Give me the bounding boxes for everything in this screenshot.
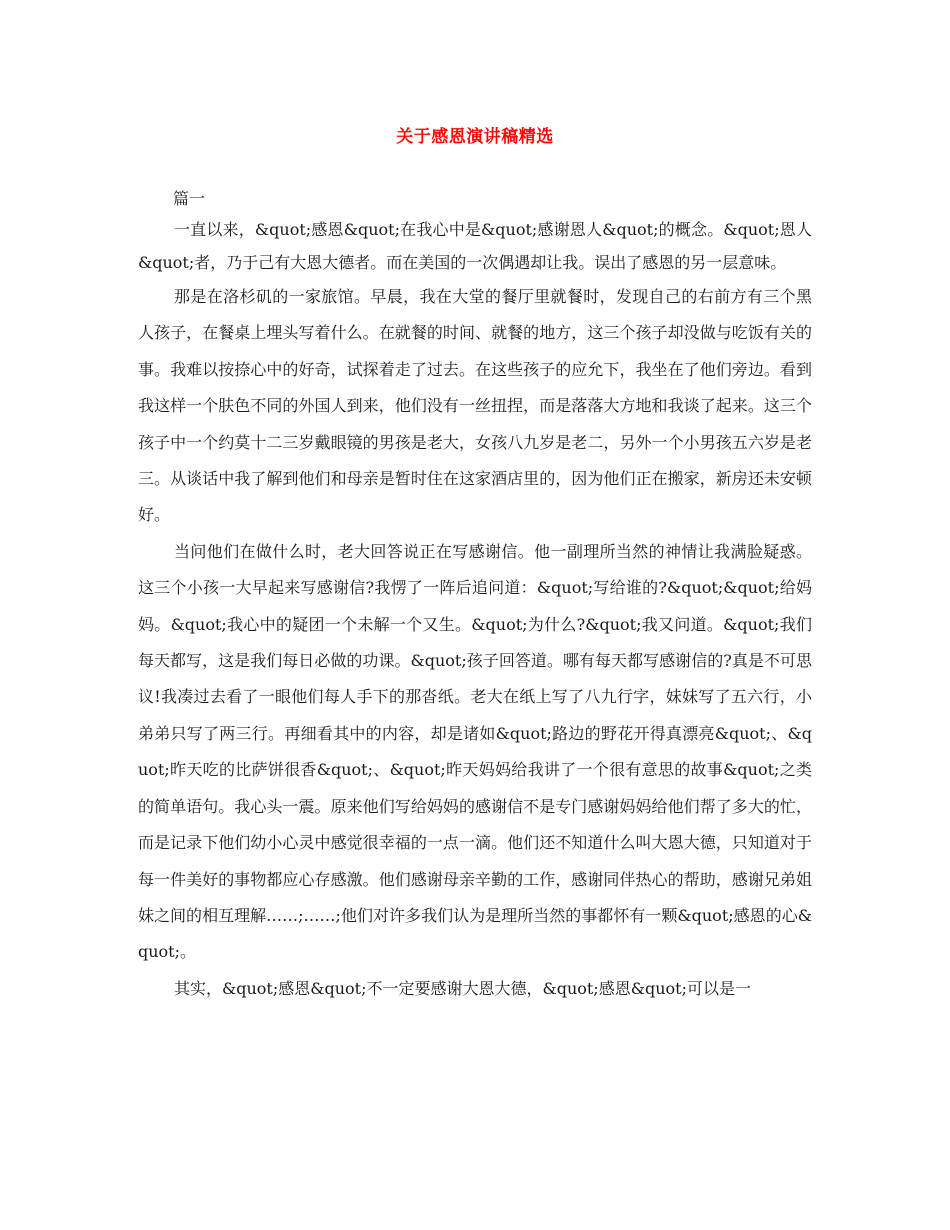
paragraph-2: 那是在洛杉矶的一家旅馆。早晨，我在大堂的餐厅里就餐时，发现自己的右前方有三个黑人孩子，在餐桌上埋头写着什么。在就餐的时间、就餐的地方，这三个孩子却没做与吃饭有关的事。我难以按捺心中的好奇，试探着走了过去。在这些孩子的应允下，我坐在了他们旁边。看到我这样一个肤色不同的外国人到来，他们没有一丝扭捏，而是落落大方地和我谈了起来。这三个孩子中一个约莫十二三岁戴眼镜的男孩是老大，女孩八九岁是老二，另外一个小男孩五六岁是老三。从谈话中我了解到他们和母亲是暂时住在这家酒店里的，因为他们正在搬家，新房还未安顿好。 [138,287,812,525]
document-title: 关于感恩演讲稿精选 [396,127,554,147]
paragraph-3: 当问他们在做什么时，老大回答说正在写感谢信。他一副理所当然的神情让我满脸疑惑。这三个小孩一大早起来写感谢信?我愣了一阵后追问道：&quot;写给谁的?&quot;&quot;给妈妈。&quot;我心中的疑团一个未解一个又生。&quot;为什么?&quot;我又问道。&quot;我们每天都写，这是我们每日必做的功课。&quot;孩子回答道。哪有每天都写感谢信的?真是不可思议!我凑过去看了一眼他们每人手下的那沓纸。老大在纸上写了八九行字，妹妹写了五六行，小弟弟只写了两三行。再细看其中的内容，却是诸如&quot;路边的野花开得真漂亮&quot;、&quot;昨天吃的比萨饼很香&quot;、&quot;昨天妈妈给我讲了一个很有意思的故事&quot;之类的简单语句。我心头一震。原来他们写给妈妈的感谢信不是专门感谢妈妈给他们帮了多大的忙，而是记录下他们幼小心灵中感觉很幸福的一点一滴。他们还不知道什么叫大恩大德，只知道对于每一件美好的事物都应心存感激。他们感谢母亲辛勤的工作，感谢同伴热心的帮助，感谢兄弟姐妹之间的相互理解……;……;他们对许多我们认为是理所当然的事都怀有一颗&quot;感恩的心&quot;。 [138,541,812,962]
section-label: 篇一 [173,189,206,208]
paragraph-1: 一直以来，&quot;感恩&quot;在我心中是&quot;感谢恩人&quot;的概念。&quot;恩人&quot;者，乃于己有大恩大德者。而在美国的一次偶遇却让我。误出了感恩的另一层意味。 [138,220,812,272]
paragraph-4: 其实，&quot;感恩&quot;不一定要感谢大恩大德，&quot;感恩&quot;可以是一 [174,978,751,998]
